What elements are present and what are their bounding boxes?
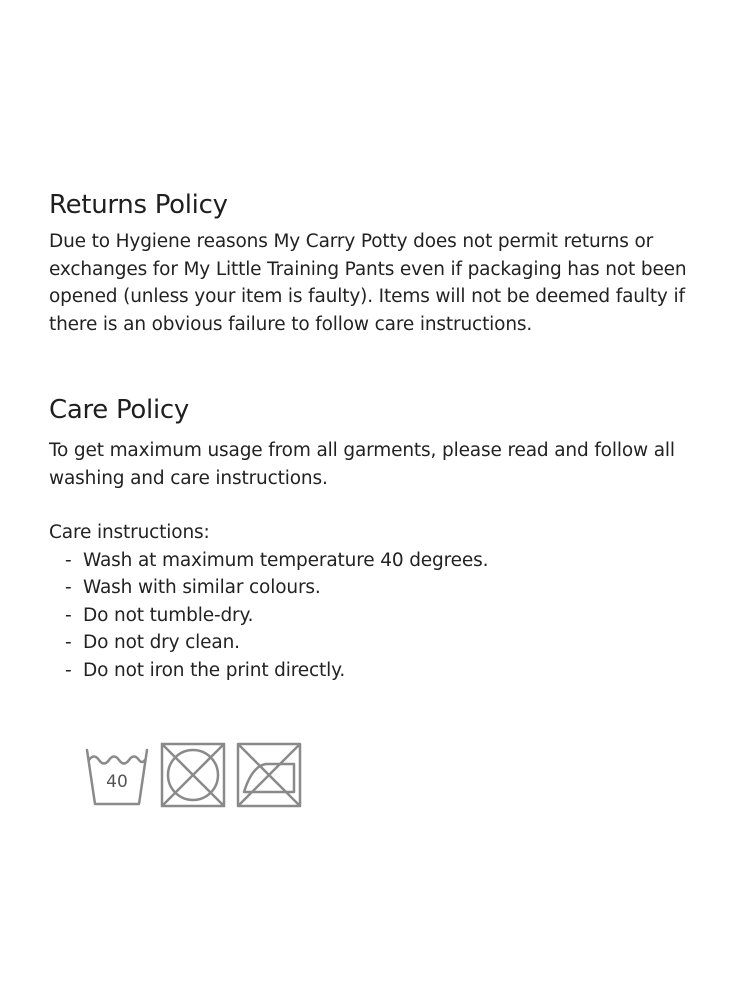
- list-item-text: Do not iron the print directly.: [83, 659, 346, 681]
- list-marker: -: [65, 577, 72, 598]
- wash-temperature-label: 40: [106, 772, 128, 792]
- no-iron-icon: [236, 742, 302, 808]
- care-policy-text: To get maximum usage from all garments, please read and follow all washing and care instructions.: [49, 440, 675, 489]
- list-item: [49, 629, 729, 657]
- list-marker: -: [65, 549, 72, 571]
- list-item-text: Do not dry clean.: [83, 632, 240, 653]
- list-item-text: Wash at maximum temperature 40 degrees.: [83, 549, 489, 571]
- care-symbols: [84, 742, 302, 808]
- returns-policy-title: Returns Policy: [49, 190, 228, 220]
- returns-policy-text: Due to Hygiene reasons My Carry Potty does not permit returns or exchanges for My Little Training Pants even if packaging has not been opened (unless your item is faulty). Items will not be deemed faulty if there is an obvious failure to follow care instructions.: [49, 231, 687, 335]
- list-marker: -: [65, 632, 72, 653]
- list-marker: -: [65, 659, 72, 681]
- list-item-text: Wash with similar colours.: [83, 577, 321, 598]
- care-policy-title: Care Policy: [49, 395, 189, 425]
- policy-content: [49, 186, 729, 684]
- list-item: [49, 547, 729, 575]
- list-marker: -: [65, 604, 72, 626]
- no-tumble-dry-icon: [160, 742, 226, 808]
- care-instructions-list: [49, 547, 729, 685]
- wash-40-icon: [84, 742, 150, 808]
- care-instructions-label: Care instructions:: [49, 522, 210, 543]
- list-item: [49, 574, 729, 602]
- list-item-text: Do not tumble-dry.: [83, 604, 254, 626]
- list-item: [49, 602, 729, 630]
- list-item: [49, 657, 729, 685]
